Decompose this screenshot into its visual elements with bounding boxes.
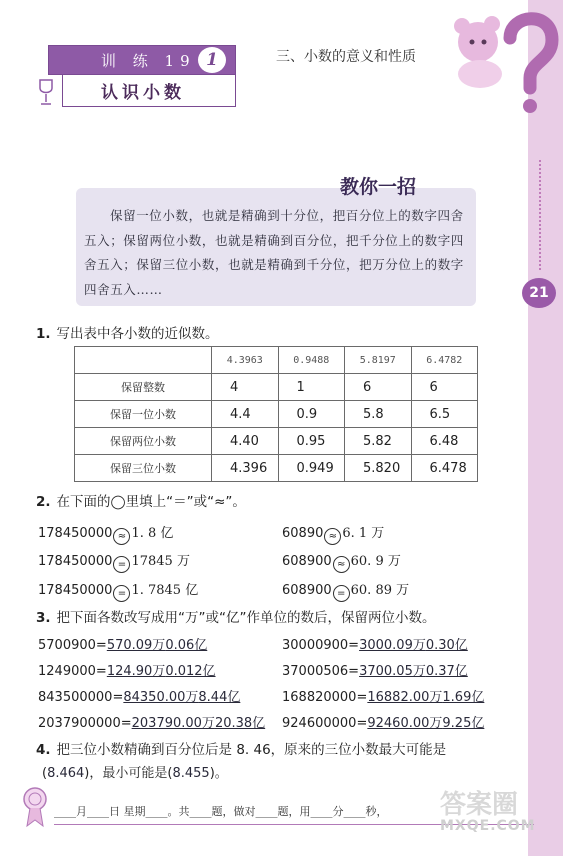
answer-wan: 3000.09万	[359, 638, 426, 653]
answer-wan: 3700.05万	[359, 664, 426, 679]
answer-yi: 0.012亿	[165, 664, 216, 679]
answer-yi: 1.69亿	[442, 690, 485, 705]
column-header: 5.8197	[345, 347, 412, 374]
question-text: 写出表中各小数的近似数。	[56, 326, 219, 342]
question-text: 在下面的◯里填上“＝”或“≈”。	[56, 494, 246, 510]
original-number: 1249000	[38, 664, 96, 679]
page-number-badge: 21	[522, 278, 556, 308]
original-number: 168820000	[282, 690, 357, 705]
row-label: 保留两位小数	[75, 428, 212, 455]
answer-cell: 5.8	[345, 401, 412, 428]
number-right: 1. 7845 亿	[131, 583, 199, 598]
sign-circle: =	[113, 556, 130, 573]
answer-wan: 203790.00万	[131, 716, 215, 731]
table-corner-cell	[75, 347, 212, 374]
number-left: 178450000	[38, 554, 113, 569]
number-left: 60890	[282, 526, 324, 541]
answer-cell: 6	[345, 374, 412, 401]
min-answer: 8.455	[172, 766, 210, 781]
right-decorative-band	[528, 0, 563, 856]
approximation-table	[74, 346, 478, 482]
rosette-icon	[22, 786, 48, 828]
answer-yi: 0.30亿	[425, 638, 468, 653]
question-4-answers: (8.464)，最小可能是(8.455)。	[42, 766, 228, 781]
trophy-icon	[36, 78, 56, 108]
question-2	[36, 490, 246, 510]
max-answer: 8.464	[47, 766, 85, 781]
answer-wan: 84350.00万	[123, 690, 199, 705]
answer-yi: 20.38亿	[214, 716, 266, 731]
row-label: 保留整数	[75, 374, 212, 401]
row-label: 保留三位小数	[75, 455, 212, 482]
conversion-item: 5700900=570.09万0.06亿	[38, 638, 208, 653]
answer-cell: 0.9	[278, 401, 345, 428]
watermark-url: MXQE.COM	[440, 818, 536, 834]
answer-yi: 9.25亿	[442, 716, 485, 731]
answer-yi: 0.37亿	[425, 664, 468, 679]
row-label: 保留一位小数	[75, 401, 212, 428]
answer-wan: 92460.00万	[367, 716, 443, 731]
column-header: 0.9488	[278, 347, 345, 374]
watermark-logo: 答案圈	[440, 790, 519, 820]
original-number: 2037900000	[38, 716, 121, 731]
answer-cell: 0.95	[278, 428, 345, 455]
original-number: 5700900	[38, 638, 96, 653]
original-number: 37000506	[282, 664, 349, 679]
answer-yi: 0.06亿	[165, 638, 208, 653]
sign-circle: ≈	[333, 556, 350, 573]
answer-cell: 4.396	[212, 455, 279, 482]
number-left: 608900	[282, 583, 332, 598]
answer-cell: 6.5	[411, 401, 478, 428]
compare-item	[38, 579, 198, 602]
sign-circle: ≈	[113, 528, 130, 545]
teddy-bear-question-mark-icon	[440, 0, 563, 120]
question-text: 把下面各数改写成用“万”或“亿”作单位的数后，保留两位小数。	[56, 610, 436, 626]
table-row	[75, 401, 478, 428]
footer-record-line: ____月____日 星期____。共____题，做对____题，用____分____秒，	[54, 805, 388, 818]
question-number: 3.	[36, 610, 51, 626]
conversion-item: 924600000=92460.00万9.25亿	[282, 716, 485, 731]
question-1	[36, 322, 219, 342]
answer-cell: 6.48	[411, 428, 478, 455]
answer-cell: 4.40	[212, 428, 279, 455]
number-left: 608900	[282, 554, 332, 569]
compare-item	[38, 522, 173, 545]
dotted-divider	[539, 160, 541, 270]
number-right: 60. 89 万	[350, 583, 410, 598]
table-row	[75, 374, 478, 401]
answer-cell: 5.820	[345, 455, 412, 482]
answer-cell: 0.949	[278, 455, 345, 482]
question-3	[36, 606, 436, 626]
table-row	[75, 428, 478, 455]
original-number: 30000900	[282, 638, 349, 653]
table-row	[75, 455, 478, 482]
answer-wan: 570.09万	[106, 638, 166, 653]
compare-item	[38, 550, 190, 573]
answer-cell: 4.4	[212, 401, 279, 428]
conversion-item: 2037900000=203790.00万20.38亿	[38, 716, 266, 731]
answer-cell: 6	[411, 374, 478, 401]
sign-circle: ≈	[324, 528, 341, 545]
number-right: 60. 9 万	[350, 554, 401, 569]
conversion-item: 37000506=3700.05万0.37亿	[282, 664, 468, 679]
chapter-title: 三、小数的意义和性质	[276, 49, 416, 65]
answer-wan: 124.90万	[106, 664, 166, 679]
number-left: 178450000	[38, 583, 113, 598]
question-number: 2.	[36, 494, 51, 510]
tip-title: 教你一招	[340, 176, 417, 198]
conversion-item: 168820000=16882.00万1.69亿	[282, 690, 485, 705]
question-text: 把三位小数精确到百分位后是 8. 46，原来的三位小数最大可能是	[56, 742, 447, 758]
lesson-title: 认识小数	[62, 75, 236, 107]
training-label: 训 练 19	[48, 45, 236, 75]
compare-item	[282, 579, 409, 602]
tip-text: 保留一位小数，也就是精确到十分位，把百分位上的数字四舍五入；保留两位小数，也就是精确到百分位，把千分位上的数字四舍五入；保留三位小数，也就是精确到千分位，把万分位上的数字四舍五入……	[84, 208, 464, 297]
sign-circle: =	[333, 585, 350, 602]
compare-item	[282, 550, 401, 573]
column-header: 4.3963	[212, 347, 279, 374]
question-number: 1.	[36, 326, 51, 342]
answer-cell: 5.82	[345, 428, 412, 455]
compare-item	[282, 522, 384, 545]
number-right: 1. 8 亿	[131, 526, 174, 541]
answer-yi: 8.44亿	[198, 690, 241, 705]
answer-cell: 1	[278, 374, 345, 401]
number-right: 6. 1 万	[342, 526, 385, 541]
question-number: 4.	[36, 742, 51, 758]
question-4-mid-text: ，最小可能是	[89, 766, 168, 781]
original-number: 924600000	[282, 716, 357, 731]
answer-cell: 6.478	[411, 455, 478, 482]
original-number: 843500000	[38, 690, 113, 705]
tag-number-badge: 1	[198, 47, 226, 73]
conversion-item: 843500000=84350.00万8.44亿	[38, 690, 241, 705]
conversion-item: 1249000=124.90万0.012亿	[38, 664, 216, 679]
answer-cell: 4	[212, 374, 279, 401]
question-4	[36, 738, 522, 758]
lesson-tag	[48, 45, 236, 109]
column-header: 6.4782	[411, 347, 478, 374]
sign-circle: =	[113, 585, 130, 602]
answer-wan: 16882.00万	[367, 690, 443, 705]
number-right: 17845 万	[131, 554, 190, 569]
table-header-row	[75, 347, 478, 374]
number-left: 178450000	[38, 526, 113, 541]
conversion-item: 30000900=3000.09万0.30亿	[282, 638, 468, 653]
